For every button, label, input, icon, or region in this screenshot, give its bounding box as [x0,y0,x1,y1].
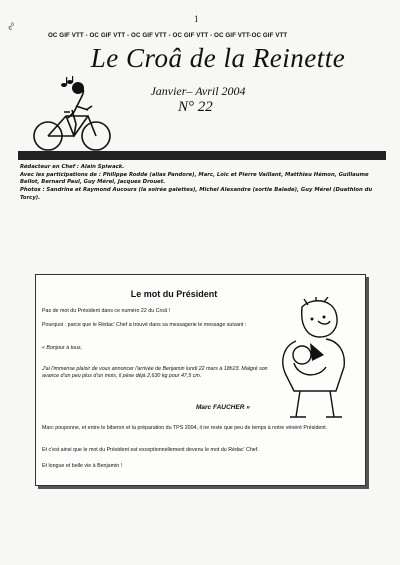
photo-credit: Photos : Sandrine et Raymond Aucours (la soirée galettes), Michel Alexandre (sortie Balade), Guy Mérel (Duathlon du Torcy). [20,187,373,201]
editor-credit: Rédacteur en Chef : Alain Spiwack. [20,164,125,170]
issue-number: N° 22 [178,99,213,115]
newsletter-title: Le Croâ de la Reinette [90,43,346,73]
issue-date: Janvier– Avril 2004 [150,84,246,98]
president-paragraph-3: « Bonjour à tous, [42,345,83,351]
president-heading: Le mot du Président [130,289,218,299]
president-paragraph-7: Et longue et belle vie à Benjamin ! [42,463,123,469]
credits-block [20,164,386,203]
president-paragraph-2: Pourquoi : parce que le Rédac' Chef a trouvé dans sa messagerie le message suivant : [42,322,247,328]
president-paragraph-5: Marc pouponne, et entre le biberon et la préparation du TPS 2004, il ne reste que peu de temps à notre vénéré Président. [42,425,328,431]
father-baby-illustration [272,297,358,421]
president-signature: Marc FAUCHER » [196,404,250,411]
page-number: 1 [194,14,199,24]
frog-cyclist-illustration [30,76,116,156]
club-banner: OC GIF VTT - OC GIF VTT - OC GIF VTT - OC GIF VTT - OC GIF VTT-OC GIF VTT [48,32,288,39]
president-paragraph-4: J'ai l'immense plaisir de vous annoncer l'arrivée de Benjamin lundi 22 mars à 18h23. Malgré son avance d'un peu plus d'un mois, il pèse déjà 2,630 kg pour 47,5 cm. [42,366,268,379]
president-paragraph-6: Et c'est ainsi que le mot du Président est exceptionnellement devenu le mot du Rédac' Chef. [42,447,259,453]
header-divider [18,151,386,160]
president-paragraph-1: Pas de mot du Président dans ce numéro 22 du Croâ ! [42,308,171,314]
participants-credit: Avec les participations de : Philippe Rodde (alias Pandore), Marc, Loïc et Pierre Vaillant, Matthieu Hémon, Guillaume Bellot, Bernard Paul, Guy Mérel, Jacques Drouet. [20,171,369,186]
president-message-box [35,274,366,486]
handwritten-note: e⁰ [6,20,17,33]
